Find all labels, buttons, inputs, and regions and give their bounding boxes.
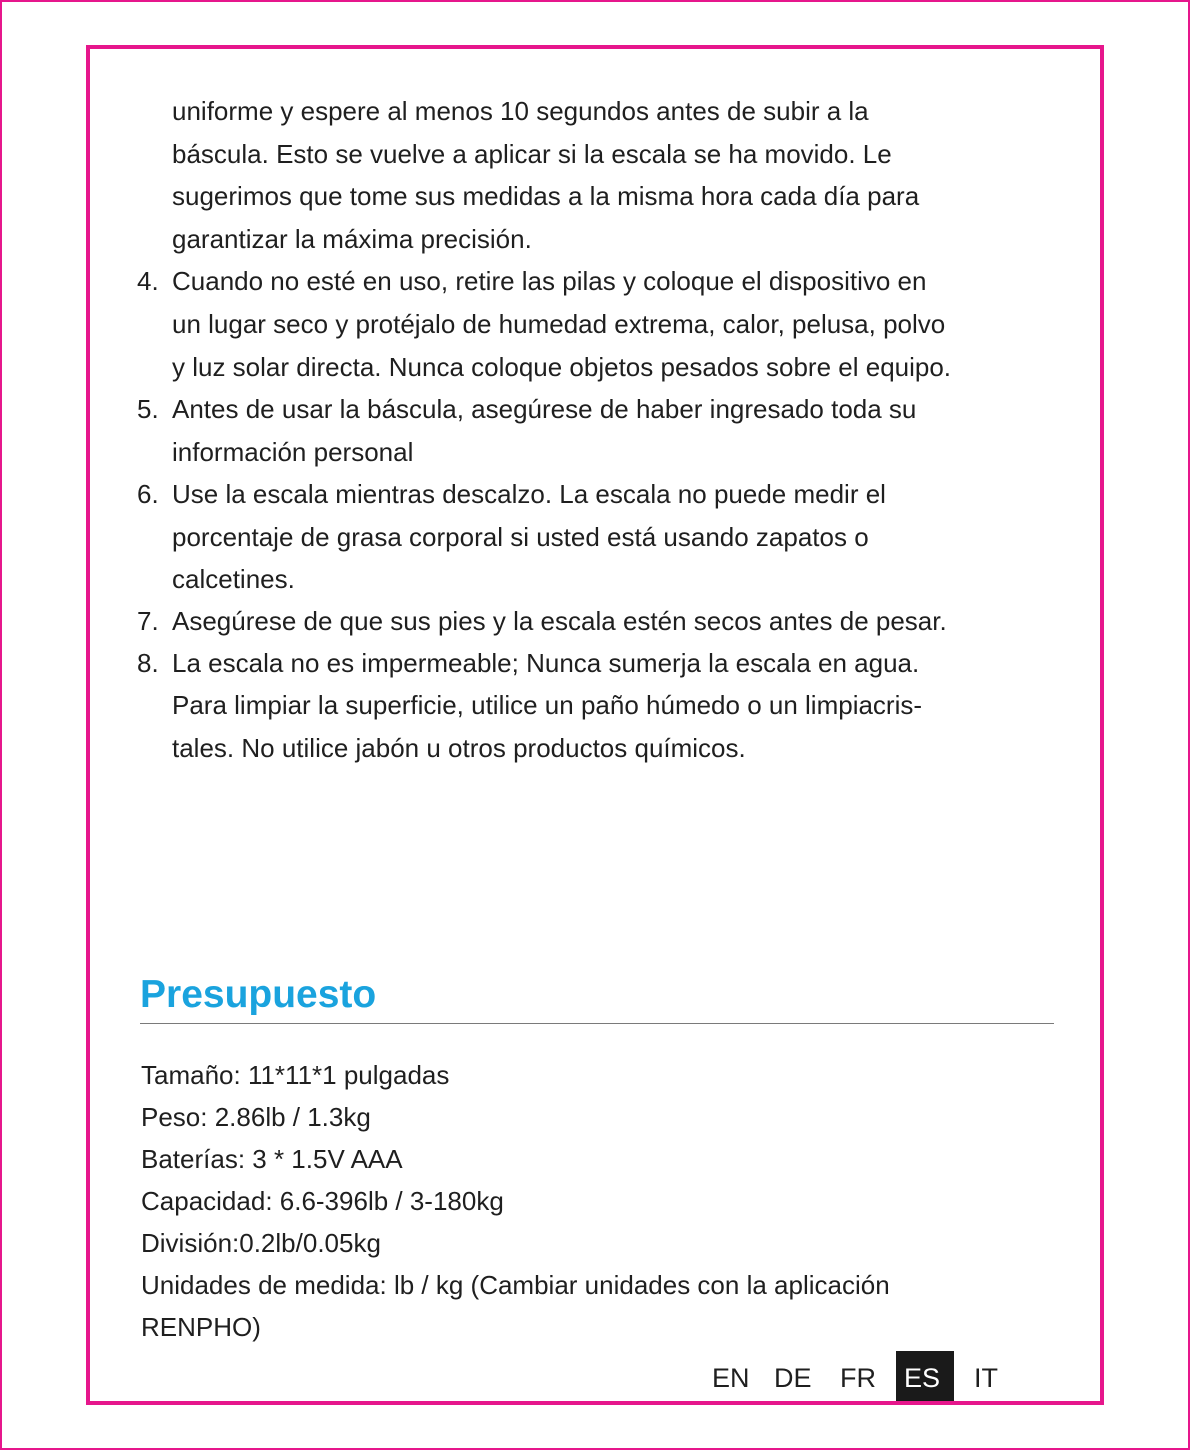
instruction-line: Para limpiar la superficie, utilice un paño húmedo o un limpiacris- [172, 690, 923, 720]
instruction-line: calcetines. [172, 564, 295, 594]
instruction-line: garantizar la máxima precisión. [172, 224, 532, 254]
instruction-line: Use la escala mientras descalzo. La escala no puede medir el [172, 479, 886, 509]
instruction-number: 4. [137, 266, 159, 296]
instruction-line: Asegúrese de que sus pies y la escala estén secos antes de pesar. [172, 606, 947, 636]
lang-tab-fr[interactable]: FR [840, 1363, 876, 1393]
instruction-line: Cuando no esté en uso, retire las pilas y coloque el dispositivo en [172, 266, 927, 296]
instruction-line: báscula. Esto se vuelve a aplicar si la escala se ha movido. Le [172, 139, 892, 169]
lang-tab-it[interactable]: IT [974, 1363, 998, 1393]
lang-tab-en[interactable]: EN [712, 1363, 750, 1393]
spec-line: Unidades de medida: lb / kg (Cambiar unidades con la aplicación [141, 1270, 890, 1300]
instruction-line: Antes de usar la báscula, asegúrese de haber ingresado toda su [172, 394, 917, 424]
instruction-line: y luz solar directa. Nunca coloque objetos pesados sobre el equipo. [172, 352, 952, 382]
spec-line: División:0.2lb/0.05kg [141, 1228, 381, 1258]
spec-line: Baterías: 3 * 1.5V AAA [141, 1144, 403, 1174]
instruction-line: sugerimos que tome sus medidas a la misma hora cada día para [172, 181, 920, 211]
instruction-line: porcentaje de grasa corporal si usted está usando zapatos o [172, 522, 869, 552]
instruction-line: La escala no es impermeable; Nunca sumerja la escala en agua. [172, 648, 920, 678]
lang-tab-es[interactable]: ES [904, 1363, 941, 1393]
section-divider [140, 1023, 1054, 1024]
instruction-line: uniforme y espere al menos 10 segundos antes de subir a la [172, 96, 869, 126]
instruction-number: 6. [137, 479, 159, 509]
instruction-line: tales. No utilice jabón u otros productos químicos. [172, 733, 746, 763]
instruction-number: 7. [137, 606, 159, 636]
instruction-line: información personal [172, 437, 414, 467]
spec-line: RENPHO) [141, 1312, 261, 1342]
spec-line: Capacidad: 6.6-396lb / 3-180kg [141, 1186, 504, 1216]
instruction-line: un lugar seco y protéjalo de humedad extrema, calor, pelusa, polvo [172, 309, 946, 339]
lang-tab-de[interactable]: DE [774, 1363, 812, 1393]
spec-line: Peso: 2.86lb / 1.3kg [141, 1102, 371, 1132]
instruction-number: 8. [137, 648, 159, 678]
spec-line: Tamaño: 11*11*1 pulgadas [141, 1060, 450, 1090]
specs-title: Presupuesto [140, 973, 377, 1016]
instruction-number: 5. [137, 394, 159, 424]
